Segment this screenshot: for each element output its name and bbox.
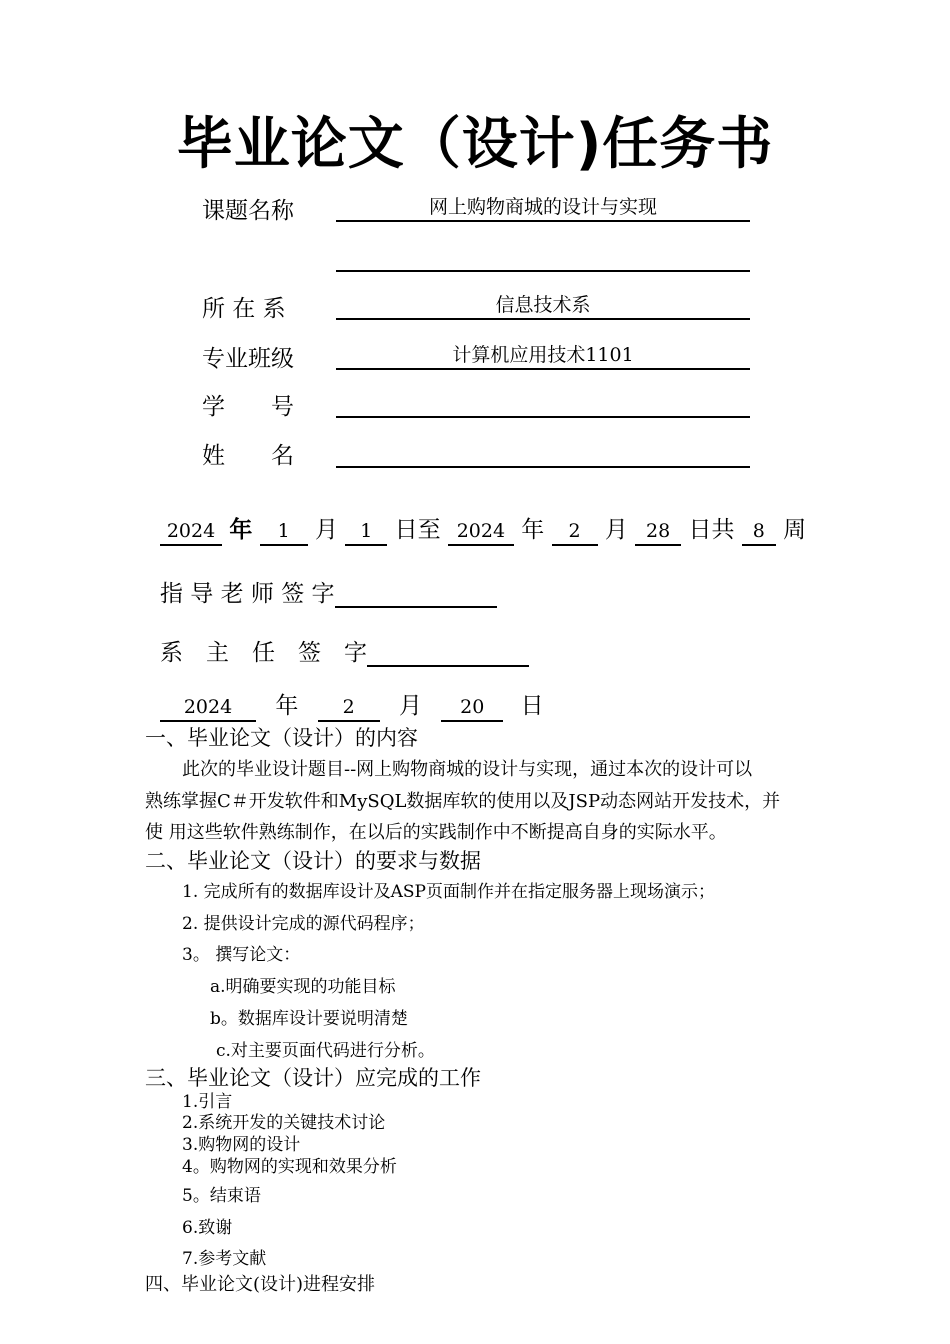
section3-item: 3.购物网的设计 [182, 1135, 301, 1155]
sign-year-unit: 年 [275, 693, 299, 719]
student-id-label: 学 号 [202, 394, 294, 420]
start-year-unit: 年 [229, 516, 253, 543]
start-day: 1 [345, 518, 387, 546]
sign-date-row [160, 690, 554, 722]
section3-item: 6.致谢 [182, 1218, 233, 1238]
section2-subitem: b。数据库设计要说明清楚 [210, 1009, 408, 1029]
weeks-count: 8 [742, 518, 776, 546]
section1-line: 使 用这些软件熟练制作，在以后的实践制作中不断提高自身的实际水平。 [145, 822, 727, 843]
document-title: 毕业论文（设计)任务书 [176, 112, 774, 177]
section1-line: 熟练掌握C＃开发软件和MySQL数据库软的使用以及JSP动态网站开发技术，并 [145, 791, 781, 812]
head-signature-label: 系 主 任 签 字 [160, 640, 367, 666]
topic-value: 网上购物商城的设计与实现 [336, 194, 750, 222]
section2-subitem: c.对主要页面代码进行分析。 [216, 1041, 435, 1061]
major-class-label: 专业班级 [202, 346, 294, 372]
weeks-unit: 周 [783, 517, 807, 543]
start-month: 1 [260, 518, 308, 546]
section2-item: 3。 撰写论文： [182, 945, 301, 965]
section3-item: 7.参考文献 [182, 1249, 267, 1269]
end-month: 2 [552, 518, 598, 546]
end-day: 28 [635, 518, 681, 546]
department-label: 所 在 系 [202, 296, 286, 322]
section3-heading: 三、毕业论文（设计）应完成的工作 [145, 1066, 481, 1090]
section2-subitem: a.明确要实现的功能目标 [210, 977, 396, 997]
end-month-unit: 月 [604, 517, 628, 543]
start-day-unit: 日至 [394, 517, 441, 543]
section3-item: 1.引言 [182, 1092, 233, 1112]
topic-value-line2 [336, 244, 750, 272]
sign-month-unit: 月 [398, 693, 422, 719]
advisor-signature-label: 指 导 老 师 签 字 [160, 581, 335, 607]
department-value: 信息技术系 [336, 292, 750, 320]
end-year-unit: 年 [521, 517, 545, 543]
sign-day-unit: 日 [520, 693, 544, 719]
start-month-unit: 月 [314, 517, 338, 543]
section1-line: 此次的毕业设计题目--网上购物商城的设计与实现，通过本次的设计可以 [182, 759, 753, 780]
student-name-value [336, 440, 750, 468]
sign-year: 2024 [160, 694, 256, 722]
head-signature-line [367, 641, 529, 667]
advisor-signature-line [335, 582, 497, 608]
topic-label: 课题名称 [202, 198, 294, 224]
start-year: 2024 [160, 518, 222, 546]
section2-heading: 二、毕业论文（设计）的要求与数据 [145, 849, 481, 873]
section2-item: 1. 完成所有的数据库设计及ASP页面制作并在指定服务器上现场演示； [182, 882, 715, 902]
sign-month: 2 [318, 694, 380, 722]
section3-item: 4。购物网的实现和效果分析 [182, 1157, 397, 1177]
sign-day: 20 [441, 694, 503, 722]
advisor-signature-row [160, 575, 497, 608]
section3-item: 2.系统开发的关键技术讨论 [182, 1113, 386, 1133]
end-year: 2024 [448, 518, 514, 546]
section2-item: 2. 提供设计完成的源代码程序； [182, 914, 425, 934]
end-day-unit: 日共 [688, 517, 735, 543]
section4-heading: 四、毕业论文(设计)进程安排 [145, 1274, 376, 1295]
head-signature-row [160, 634, 529, 667]
student-id-value [336, 390, 750, 418]
period-row [160, 514, 806, 546]
section3-item: 5。结束语 [182, 1186, 261, 1206]
major-class-value: 计算机应用技术1101 [336, 342, 750, 370]
student-name-label: 姓 名 [202, 443, 294, 469]
section1-heading: 一、毕业论文（设计）的内容 [145, 726, 418, 750]
